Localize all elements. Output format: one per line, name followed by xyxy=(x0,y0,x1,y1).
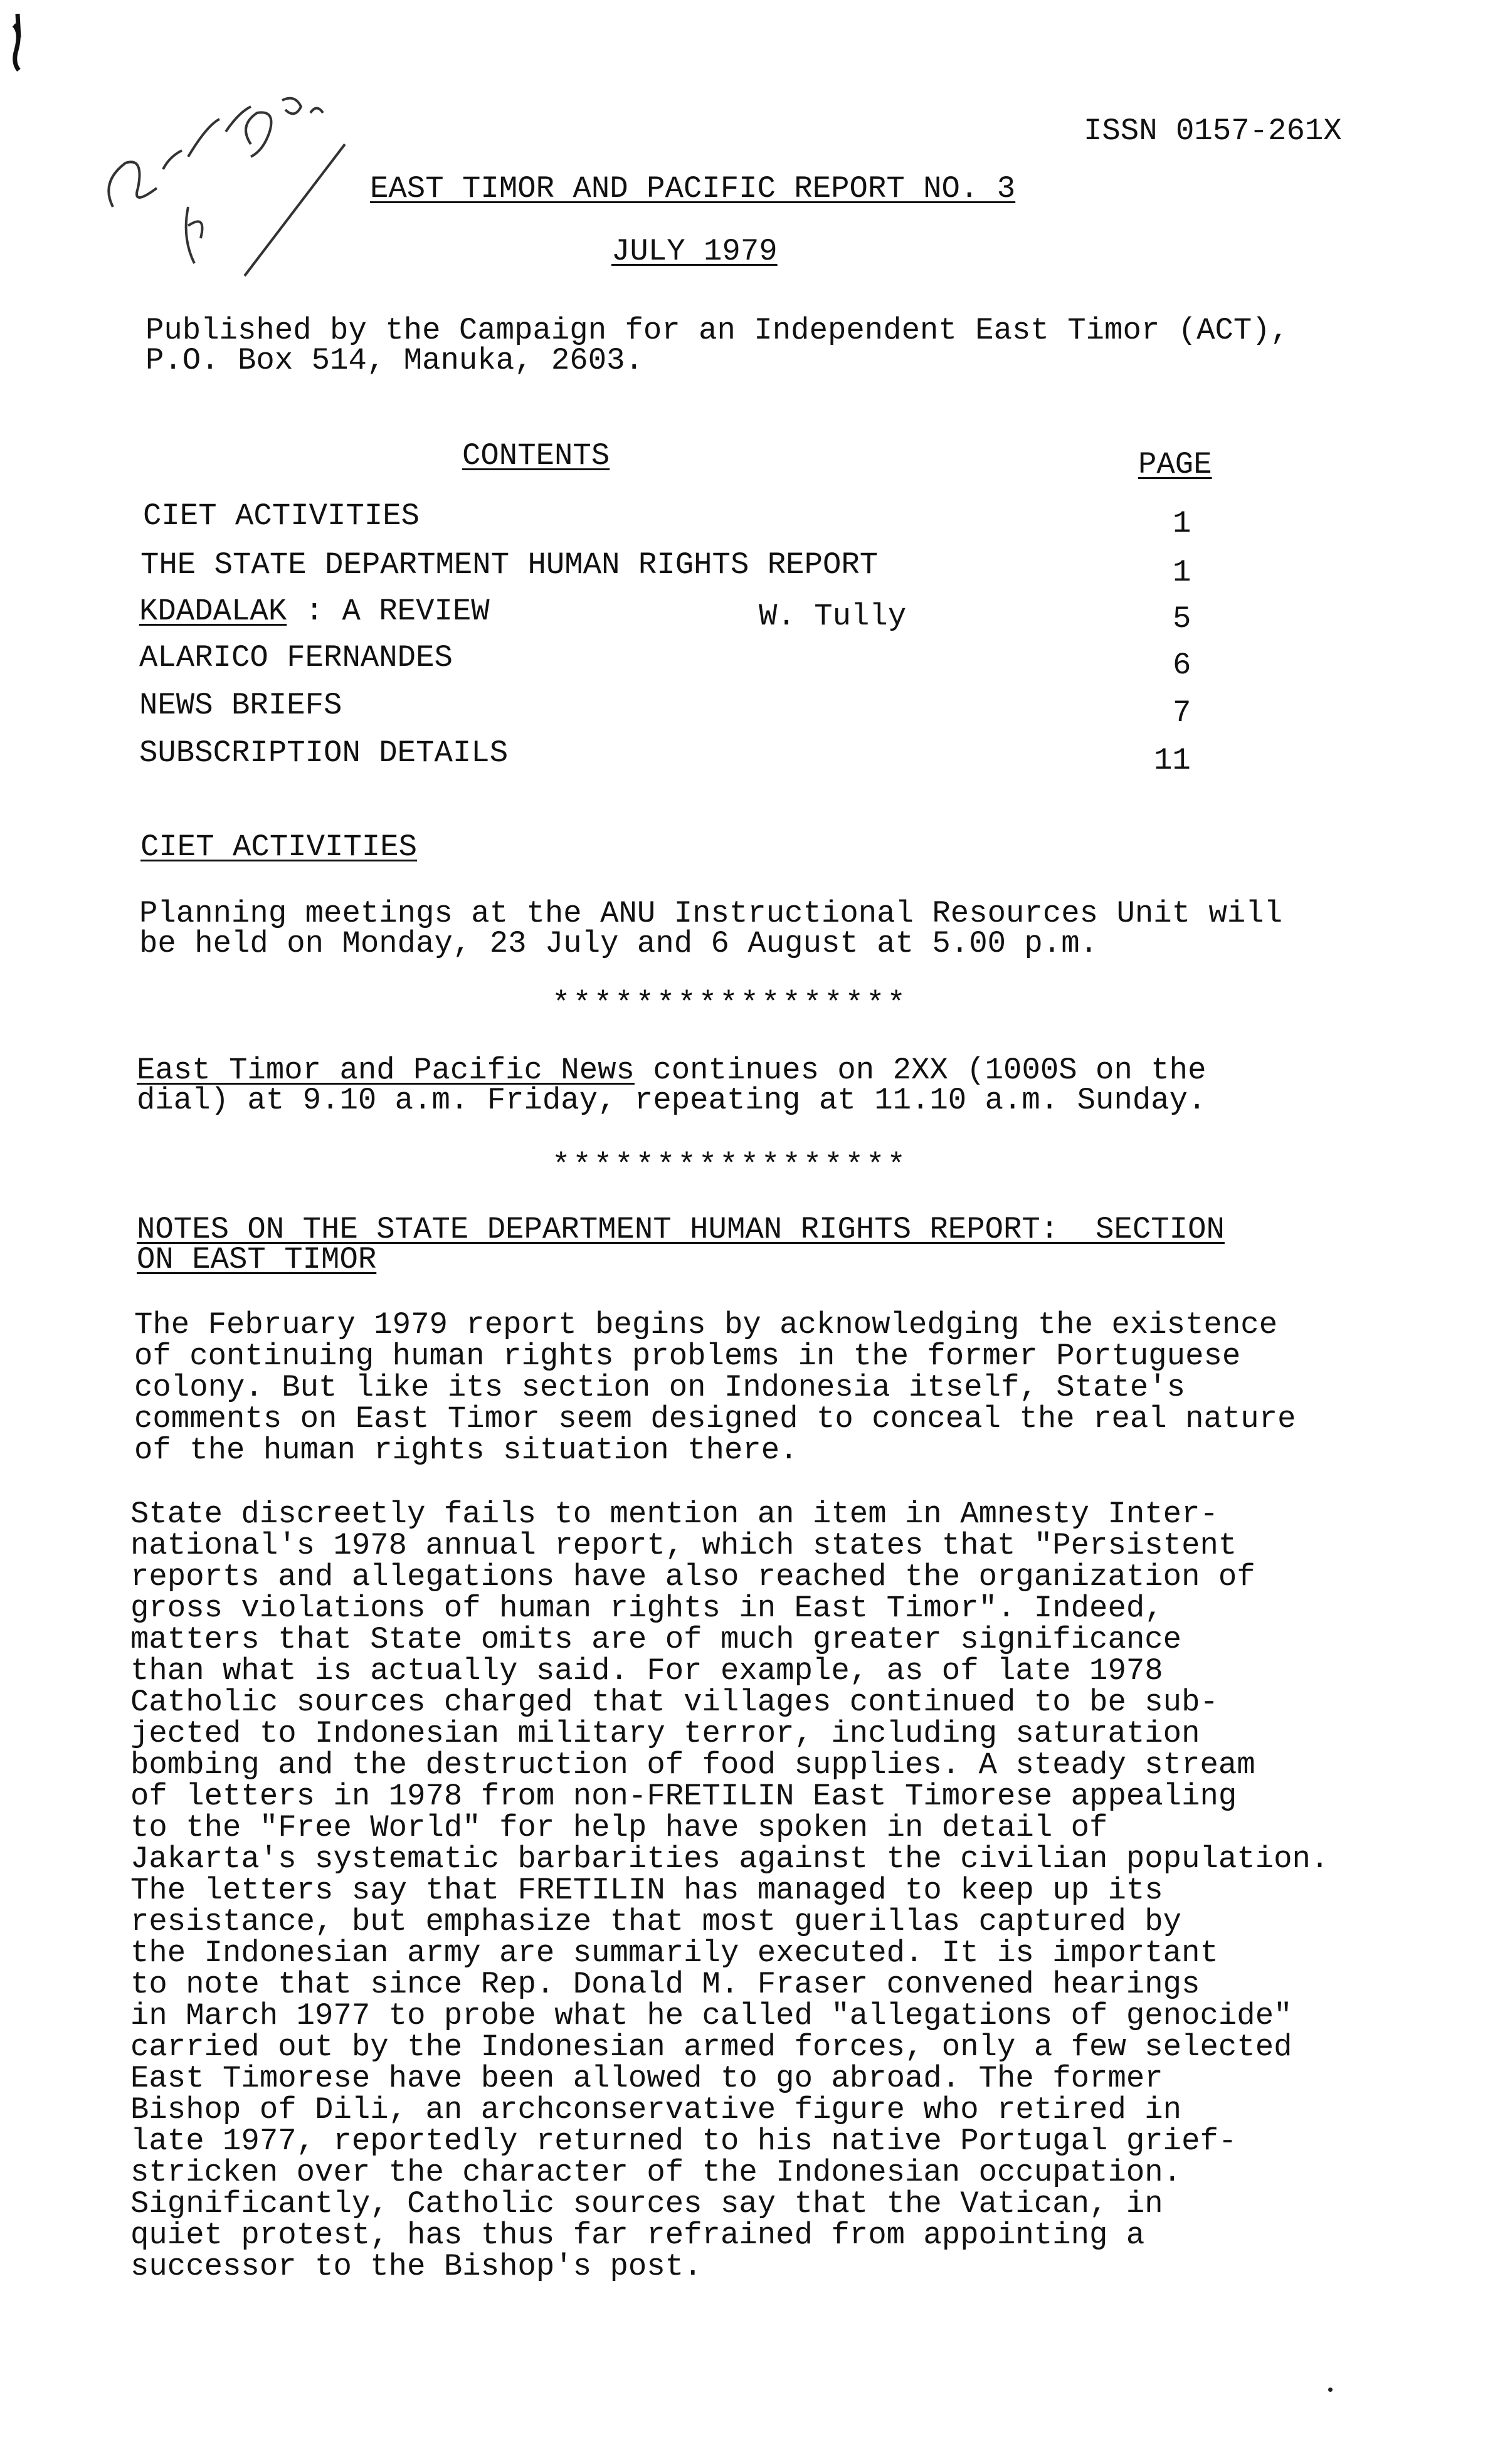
radio-line-1-rest: continues on 2XX (1000S on the xyxy=(634,1053,1207,1088)
contents-item-page: 1 xyxy=(1173,506,1191,541)
radio-line-2: dial) at 9.10 a.m. Friday, repeating at 11.10 a.m. Sunday. xyxy=(137,1083,1207,1118)
separator-stars: ***************** xyxy=(552,1148,908,1183)
notes-heading-line-1: NOTES ON THE STATE DEPARTMENT HUMAN RIGHTS REPORT: SECTION xyxy=(137,1212,1225,1247)
ciet-line-2: be held on Monday, 23 July and 6 August at 5.00 p.m. xyxy=(139,926,1099,961)
contents-item-title: CIET ACTIVITIES xyxy=(143,498,420,534)
page-dot-mark xyxy=(1328,2388,1333,2392)
handwritten-annotation xyxy=(0,0,389,288)
contents-item-title: NEWS BRIEFS xyxy=(139,688,342,723)
contents-item-page: 6 xyxy=(1173,648,1191,683)
ciet-heading: CIET ACTIVITIES xyxy=(140,829,418,865)
contents-item-author: W. Tully xyxy=(759,599,907,634)
contents-item-title: THE STATE DEPARTMENT HUMAN RIGHTS REPORT xyxy=(140,547,879,582)
contents-item-page: 7 xyxy=(1173,695,1191,730)
publisher-line-1: Published by the Campaign for an Independent East Timor (ACT), xyxy=(145,313,1289,348)
contents-item-page: 11 xyxy=(1154,743,1191,778)
contents-heading: CONTENTS xyxy=(462,438,610,473)
publisher-line-2: P.O. Box 514, Manuka, 2603. xyxy=(145,343,643,378)
radio-line-1 xyxy=(137,1055,1207,1086)
contents-item-title: ALARICO FERNANDES xyxy=(139,640,453,675)
radio-program-title: East Timor and Pacific News xyxy=(137,1053,635,1088)
contents-item-title xyxy=(139,596,490,627)
report-date: JULY 1979 xyxy=(611,234,778,269)
kdadalak-title: KDADALAK xyxy=(139,594,287,629)
contents-item-page: 1 xyxy=(1173,555,1191,590)
separator-stars: ***************** xyxy=(552,986,908,1021)
notes-paragraph-2: State discreetly fails to mention an item in Amnesty Inter- national's 1978 annual report, which states that "Persistent reports and allegations have also reached the organization of gross violations of human rights in East Timor". Indeed, matters that State omits are of much greater significance than what is actually said. For example, as of late 1978 Catholic sources charged that villages continued to be sub- jected to Indonesian military terror, including saturation bombing and the destruction of food supplies. A steady stream of letters in 1978 from non-FRETILIN East Timorese appealing to the "Free World" for help have spoken in detail of Jakarta's systematic barbarities against the civilian population. The letters say that FRETILIN has managed to keep up its resistance, but emphasize that most guerillas captured by the Indonesian army are summarily executed. It is important to note that since Rep. Donald M. Fraser convened hearings in March 1977 to probe what he called "allegations of genocide" carried out by the Indonesian armed forces, only a few selected East Timorese have been allowed to go abroad. The former Bishop of Dili, an archconservative figure who retired in late 1977, reportedly returned to his native Portugal grief- stricken over the character of the Indonesian occupation. Significantly, Catholic sources say that the Vatican, in quiet protest, has thus far refrained from appointing a successor to the Bishop's post. xyxy=(130,1497,1329,2284)
report-title: EAST TIMOR AND PACIFIC REPORT NO. 3 xyxy=(370,171,1016,206)
contents-page-heading: PAGE xyxy=(1138,447,1212,482)
issn: ISSN 0157-261X xyxy=(1084,113,1342,149)
notes-paragraph-1: The February 1979 report begins by acknowledging the existence of continuing human rights problems in the former Portuguese colony. But like its section on Indonesia itself, State's comments on East Timor seem designed to conceal the real nature of the human rights situation there. xyxy=(134,1307,1296,1468)
ciet-line-1: Planning meetings at the ANU Instructional Resources Unit will xyxy=(139,896,1283,931)
kdadalak-title-rest: : A REVIEW xyxy=(287,594,490,629)
contents-item-page: 5 xyxy=(1173,601,1191,636)
notes-heading-line-2: ON EAST TIMOR xyxy=(137,1242,377,1277)
contents-item-title: SUBSCRIPTION DETAILS xyxy=(139,735,509,771)
